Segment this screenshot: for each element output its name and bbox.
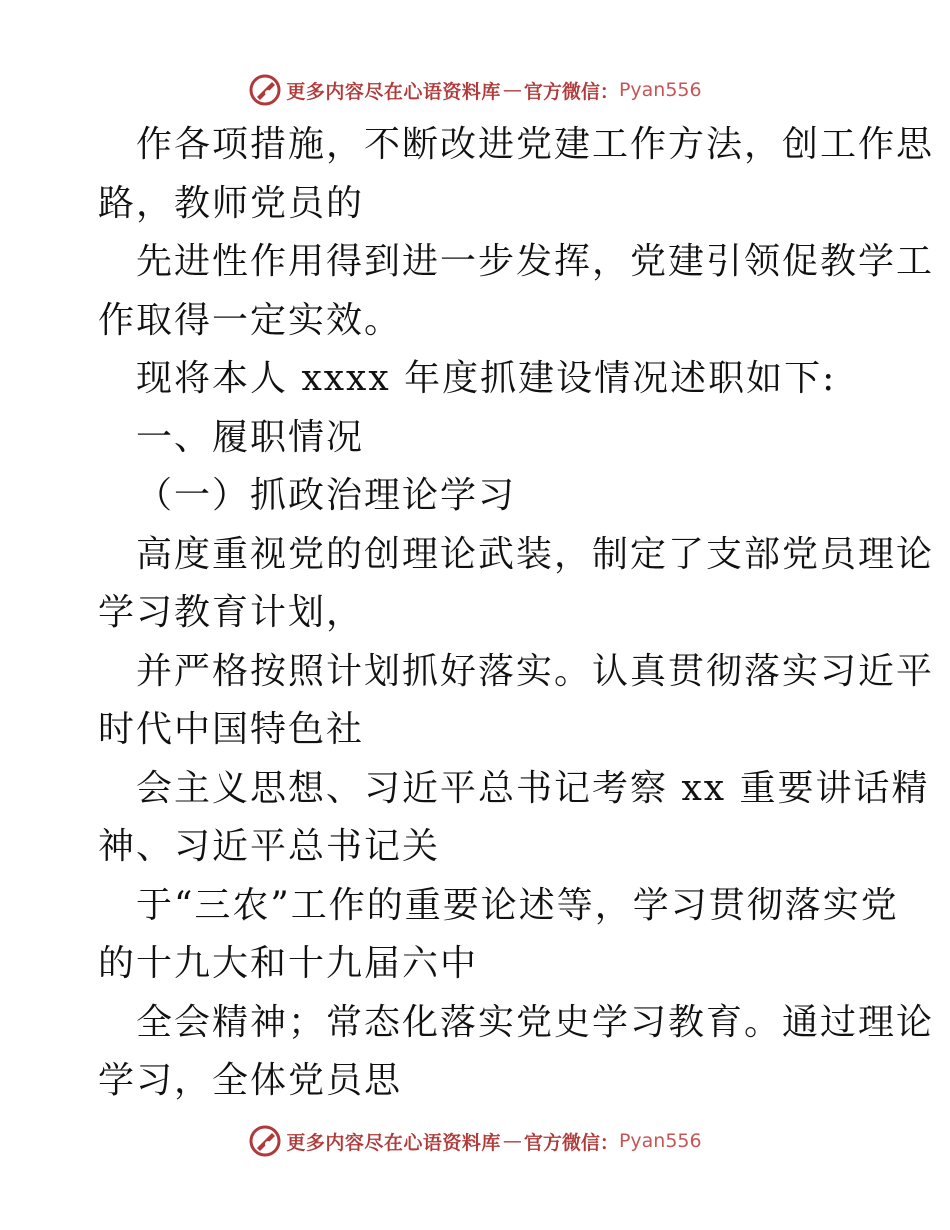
watermark-separator: — [502,1130,522,1152]
subsection-heading: （一）抓政治理论学习 [136,475,517,516]
watermark-main-text: 更多内容尽在心语资料库 [286,80,501,103]
watermark-wechat-label: 官方微信： [523,1131,619,1154]
text-line: 先进性作用得到进一步发挥，党建引领促教学工 [136,241,935,282]
header-watermark [0,70,950,110]
text-line: 于“三农”工作的重要论述等，学习贯彻落实党 [136,884,899,926]
text-line: 作各项措施，不断改进党建工作方法，创工作思 [136,124,935,165]
watermark-wechat-id: Pyan556 [618,79,702,101]
footer-watermark [0,1121,950,1161]
text-line: 时代中国特色社 [98,709,365,750]
watermark-wechat-label: 官方微信： [523,80,619,103]
text-line: 高度重视党的创理论武装，制定了支部党员理论 [136,533,935,575]
text-line: 作取得一定实效。 [98,299,403,341]
section-heading: 一、履职情况 [136,416,365,458]
text-line: 现将本人 xxxx 年度抓建设情况述职如下: [136,358,837,399]
text-line: 神、习近平总书记关 [98,826,441,867]
logo-icon [248,73,282,107]
watermark-separator: — [502,79,522,101]
text-line: 学习教育计划， [98,592,365,633]
text-line: 全会精神；常态化落实党史学习教育。通过理论 [136,1001,935,1043]
logo-icon [248,1124,282,1158]
text-line: 的十九大和十九届六中 [98,943,479,984]
text-line: 路，教师党员的 [98,182,365,224]
document-body [98,116,935,1111]
watermark-main-text: 更多内容尽在心语资料库 [286,1131,501,1154]
watermark-wechat-id: Pyan556 [618,1130,702,1152]
text-line: 并严格按照计划抓好落实。认真贯彻落实习近平 [136,650,935,692]
text-line: 会主义思想、习近平总书记考察 xx 重要讲话精 [136,767,930,809]
text-line: 学习，全体党员思 [98,1060,403,1101]
